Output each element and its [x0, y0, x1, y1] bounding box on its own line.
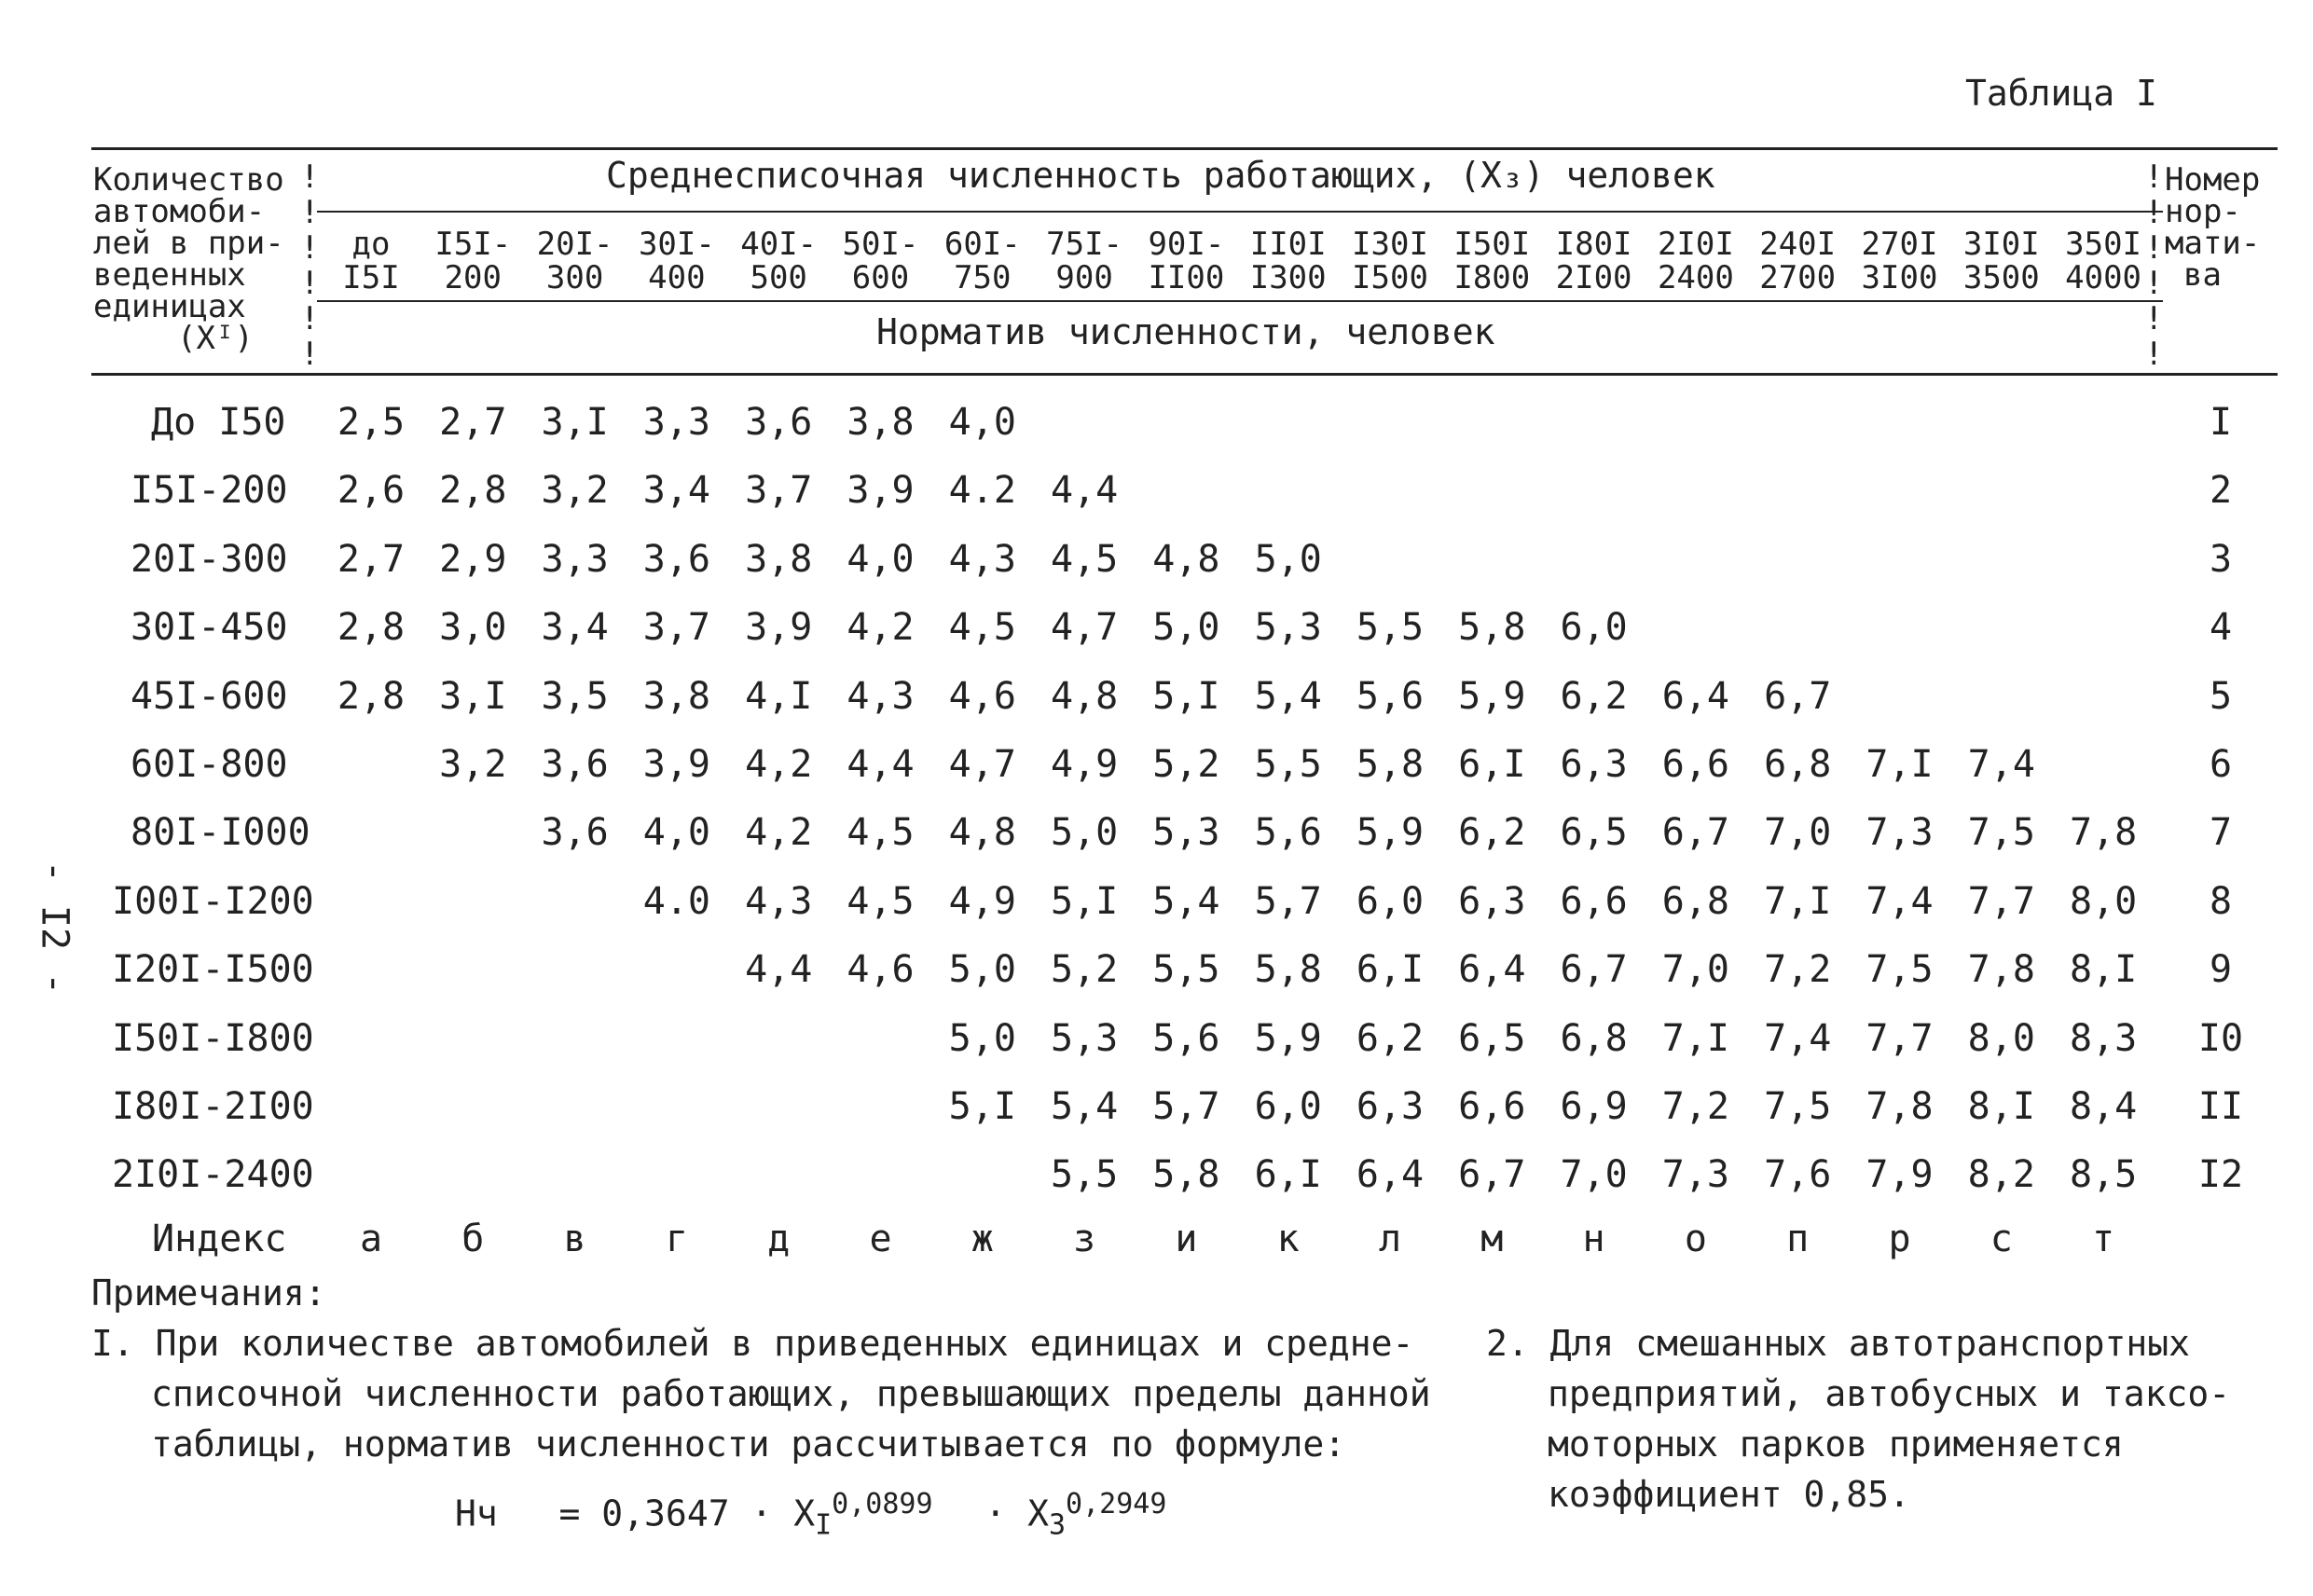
table-cell: 5,I [948, 1085, 1016, 1128]
header-range [1453, 227, 1530, 295]
table-cell: 5,6 [1254, 811, 1322, 855]
note-2-line: моторных парков применяется [1548, 1424, 2124, 1465]
table-cell: 7,3 [1661, 1153, 1730, 1197]
table-cell: 8,2 [1967, 1153, 2035, 1197]
table-cell: 7,9 [1866, 1153, 1934, 1197]
table-cell: 4,3 [948, 537, 1016, 581]
header-range-from: 2I0I [1657, 226, 1734, 263]
table-cell: 7,5 [1866, 948, 1934, 992]
table-cell: 2,9 [439, 537, 507, 581]
table-cell: 6,5 [1560, 811, 1628, 855]
header-range [434, 227, 511, 295]
row-norm-number: 5 [2209, 674, 2233, 718]
header-range [1759, 227, 1836, 295]
header-range [1250, 227, 1327, 295]
header-range-to: 3I00 [1861, 259, 1938, 296]
table-cell: 5,2 [1152, 743, 1220, 786]
header-range [537, 227, 613, 295]
row-norm-number: 4 [2209, 606, 2233, 650]
table-cell: 4,3 [847, 674, 915, 718]
header-range-from: 60I- [943, 226, 1021, 263]
table-cell: 5,I [1050, 879, 1119, 923]
note-1-line: таблицы, норматив численности рассчитывается по формуле: [151, 1424, 1346, 1465]
header-separator: ! [300, 194, 320, 231]
table-cell: 4,0 [847, 537, 915, 581]
index-letter: о [1684, 1218, 1707, 1260]
formula-sub-1: I [815, 1508, 833, 1542]
table-cell: 6,0 [1254, 1085, 1322, 1128]
header-vehicles-column [93, 161, 284, 357]
header-range [944, 227, 1021, 295]
header-range-to: I300 [1249, 259, 1327, 296]
table-cell: 4,2 [745, 743, 813, 786]
row-label: I80I-2I00 [112, 1085, 314, 1128]
header-range [1556, 227, 1632, 295]
table-cell: 3,6 [745, 401, 813, 444]
formula-exponent-1: 0,0899 [832, 1488, 933, 1520]
table-cell: 7,4 [1764, 1016, 1832, 1060]
header-bottom-rule [91, 373, 2278, 376]
table-cell: 5,0 [1050, 811, 1119, 855]
table-cell: 4,9 [1050, 743, 1119, 786]
table-cell: 3,9 [847, 469, 915, 513]
table-cell: 5,5 [1254, 743, 1322, 786]
header-range [1148, 227, 1224, 295]
index-letter: ж [971, 1218, 994, 1260]
header-range-from: до [351, 226, 391, 263]
table-cell: 8,5 [2069, 1153, 2138, 1197]
page-number: - I2 - [33, 860, 76, 996]
table-cell: 6,6 [1661, 743, 1730, 786]
table-cell: 7,8 [2069, 811, 2138, 855]
row-norm-number: I [2209, 401, 2233, 444]
table-cell: 3,6 [642, 537, 711, 581]
header-range-from: I50I [1453, 226, 1531, 263]
table-top-rule [91, 147, 2278, 150]
table-cell: 4,5 [948, 606, 1016, 650]
header-range-to: 2I00 [1555, 259, 1632, 296]
table-cell: 7,I [1764, 879, 1832, 923]
table-cell: 5,4 [1254, 674, 1322, 718]
header-range [843, 227, 919, 295]
header-separator: ! [2144, 300, 2164, 337]
header-norm-number-line: Номер [2165, 161, 2261, 199]
header-range-from: I80I [1555, 226, 1632, 263]
table-cell: 6,9 [1560, 1085, 1628, 1128]
index-letter: т [2092, 1218, 2115, 1260]
row-norm-number: 6 [2209, 743, 2233, 786]
table-cell: 4,5 [847, 879, 915, 923]
header-separator: ! [2144, 336, 2164, 373]
table-cell: 5,5 [1152, 948, 1220, 992]
table-cell: 3,I [541, 401, 609, 444]
table-cell: 2,8 [337, 606, 406, 650]
row-label: До I50 [151, 401, 286, 444]
table-cell: 4,8 [1152, 537, 1220, 581]
index-letter: л [1378, 1218, 1402, 1260]
header-range-to: 750 [954, 259, 1012, 296]
header-separator: ! [2144, 229, 2164, 267]
row-label: 30I-450 [131, 606, 288, 650]
table-cell: 3,3 [642, 401, 711, 444]
table-cell: 5,9 [1254, 1016, 1322, 1060]
table-cell: 6,I [1254, 1153, 1322, 1197]
header-separator: ! [300, 229, 320, 267]
row-norm-number: II [2197, 1085, 2244, 1128]
notes-title: Примечания: [91, 1273, 326, 1314]
table-cell: 5,6 [1152, 1016, 1220, 1060]
table-cell: 5,0 [1152, 606, 1220, 650]
table-cell: 5,3 [1254, 606, 1322, 650]
table-cell: 5,2 [1050, 948, 1119, 992]
row-label: 2I0I-2400 [112, 1153, 314, 1197]
table-cell: 6,6 [1560, 879, 1628, 923]
table-cell: 8,0 [2069, 879, 2138, 923]
row-label: I00I-I200 [112, 879, 314, 923]
table-cell: 3,2 [541, 469, 609, 513]
note-2-line: 2. Для смешанных автотранспортных [1486, 1323, 2190, 1364]
table-cell: 7,4 [1866, 879, 1934, 923]
table-cell: 7,4 [1967, 743, 2035, 786]
table-cell: 6,2 [1356, 1016, 1425, 1060]
table-cell: 6,I [1356, 948, 1425, 992]
header-range-from: 3I0I [1962, 226, 2040, 263]
row-label: 45I-600 [131, 674, 288, 718]
table-cell: 4.2 [948, 469, 1016, 513]
table-cell: 7,5 [1967, 811, 2035, 855]
header-vehicles-line: (Xᴵ) [177, 320, 254, 357]
table-cell: 2,7 [337, 537, 406, 581]
row-norm-number: 3 [2209, 537, 2233, 581]
table-cell: 6,4 [1458, 948, 1526, 992]
table-cell: 5,9 [1356, 811, 1425, 855]
table-cell: 3,4 [541, 606, 609, 650]
header-range [740, 227, 817, 295]
table-cell: 6,6 [1458, 1085, 1526, 1128]
row-norm-number: 9 [2209, 948, 2233, 992]
table-cell: 6,7 [1560, 948, 1628, 992]
header-range-to: 400 [648, 259, 706, 296]
header-norm-number-line: мати- [2165, 225, 2261, 262]
table-cell: 8,I [2069, 948, 2138, 992]
formula-coefficient: = 0,3647 · X [558, 1493, 816, 1534]
table-cell: 6,2 [1560, 674, 1628, 718]
table-cell: 7,8 [1866, 1085, 1934, 1128]
table-cell: 4,4 [1050, 469, 1119, 513]
index-letter: з [1073, 1218, 1096, 1260]
table-cell: 7,I [1866, 743, 1934, 786]
table-cell: 5,8 [1356, 743, 1425, 786]
table-cell: 5,7 [1254, 879, 1322, 923]
header-range [1862, 227, 1938, 295]
header-range [1046, 227, 1122, 295]
row-label: 20I-300 [131, 537, 288, 581]
table-cell: 2,8 [439, 469, 507, 513]
row-norm-number: 2 [2209, 469, 2233, 513]
header-range [1658, 227, 1734, 295]
header-range-to: 4000 [2065, 259, 2142, 296]
index-letter: г [665, 1218, 688, 1260]
table-cell: 5,5 [1356, 606, 1425, 650]
table-cell: 7,2 [1764, 948, 1832, 992]
header-range-from: 50I- [842, 226, 919, 263]
formula-x3: · X [984, 1493, 1049, 1534]
header-separator: ! [300, 336, 320, 373]
table-cell: 7,2 [1661, 1085, 1730, 1128]
header-range-to: I500 [1352, 259, 1428, 296]
table-cell: 4,9 [948, 879, 1016, 923]
index-letter: н [1582, 1218, 1605, 1260]
header-employees-title: Среднесписочная численность работающих, (X₃) человек [606, 155, 1715, 196]
header-vehicles-line: автомоби- [93, 193, 266, 230]
table-cell: 6,8 [1661, 879, 1730, 923]
table-cell: 6,I [1458, 743, 1526, 786]
index-letter: б [461, 1218, 485, 1260]
header-range-to: 500 [750, 259, 807, 296]
note-2-line: коэффициент 0,85. [1548, 1474, 1910, 1515]
header-range-from: 20I- [536, 226, 613, 263]
header-separator: ! [2144, 158, 2164, 196]
table-cell: 8,4 [2069, 1085, 2138, 1128]
table-cell: 4,0 [948, 401, 1016, 444]
table-cell: 2,5 [337, 401, 406, 444]
header-top-rule [317, 211, 2163, 213]
table-cell: 3,3 [541, 537, 609, 581]
table-cell: 6,4 [1661, 674, 1730, 718]
table-cell: 5,0 [948, 1016, 1016, 1060]
table-cell: 4,7 [948, 743, 1016, 786]
header-range-to: 600 [851, 259, 910, 296]
table-cell: 5,0 [948, 948, 1016, 992]
table-cell: 6,8 [1764, 743, 1832, 786]
table-cell: 7,0 [1764, 811, 1832, 855]
header-range-to: 900 [1055, 259, 1113, 296]
table-cell: 6,3 [1458, 879, 1526, 923]
table-cell: 4,2 [847, 606, 915, 650]
table-cell: 6,4 [1356, 1153, 1425, 1197]
index-letter: а [359, 1218, 383, 1260]
index-letter: с [1989, 1218, 2013, 1260]
table-cell: 5,4 [1152, 879, 1220, 923]
header-range [1352, 227, 1428, 295]
header-separator: ! [300, 265, 320, 302]
formula-sub-2: 3 [1048, 1508, 1067, 1542]
table-cell: 5,I [1152, 674, 1220, 718]
table-cell: 6,2 [1458, 811, 1526, 855]
table-cell: 8,0 [1967, 1016, 2035, 1060]
row-norm-number: 8 [2209, 879, 2233, 923]
table-cell: 4,3 [745, 879, 813, 923]
table-cell: 3,7 [642, 606, 711, 650]
header-separator: ! [2144, 194, 2164, 231]
table-cell: 5,3 [1050, 1016, 1119, 1060]
index-letter: м [1480, 1218, 1504, 1260]
header-norm-number-line: ва [2183, 256, 2222, 294]
header-range-to: 300 [545, 259, 604, 296]
table-cell: 7,5 [1764, 1085, 1832, 1128]
index-letter: в [563, 1218, 586, 1260]
table-cell: 7,0 [1560, 1153, 1628, 1197]
header-range [1963, 227, 2040, 295]
table-cell: 5,4 [1050, 1085, 1119, 1128]
table-cell: 3,9 [745, 606, 813, 650]
note-2-line: предприятий, автобусных и таксо- [1548, 1373, 2231, 1414]
header-range-from: I30I [1352, 226, 1428, 263]
header-vehicles-line: лей в при- [93, 225, 284, 262]
index-letter: п [1786, 1218, 1810, 1260]
table-cell: 6,7 [1661, 811, 1730, 855]
table-cell: 7,6 [1764, 1153, 1832, 1197]
header-range-from: 30I- [638, 226, 715, 263]
table-cell: 5,8 [1152, 1153, 1220, 1197]
header-separator: ! [300, 300, 320, 337]
header-norm-number-line: нор- [2165, 193, 2241, 230]
table-cell: 6,3 [1560, 743, 1628, 786]
table-cell: 7,0 [1661, 948, 1730, 992]
table-cell: 4,4 [745, 948, 813, 992]
row-label: I20I-I500 [112, 948, 314, 992]
table-cell: 5,9 [1458, 674, 1526, 718]
table-cell: 6,0 [1560, 606, 1628, 650]
formula-exponent-2: 0,2949 [1066, 1488, 1167, 1520]
header-range-from: 240I [1759, 226, 1837, 263]
row-norm-number: 7 [2209, 811, 2233, 855]
index-label: Индекс [152, 1218, 287, 1260]
header-range-from: II0I [1249, 226, 1327, 263]
header-range-to: 3500 [1962, 259, 2040, 296]
table-cell: 6,0 [1356, 879, 1425, 923]
row-label: I50I-I800 [112, 1016, 314, 1060]
table-cell: 3,2 [439, 743, 507, 786]
table-cell: 7,7 [1866, 1016, 1934, 1060]
formula-lhs: Нч [455, 1493, 498, 1534]
formula [455, 1477, 1166, 1553]
table-cell: 4,5 [1050, 537, 1119, 581]
header-range-from: 270I [1861, 226, 1938, 263]
table-cell: 5,5 [1050, 1153, 1119, 1197]
table-cell: 6,3 [1356, 1085, 1425, 1128]
header-range [639, 227, 715, 295]
table-cell: 7,7 [1967, 879, 2035, 923]
table-cell: 3,5 [541, 674, 609, 718]
table-cell: 3,9 [642, 743, 711, 786]
note-1-line: списочной численности работающих, превышающих пределы данной [151, 1373, 1431, 1414]
header-norm-number-column [2165, 161, 2261, 294]
table-cell: 4,6 [948, 674, 1016, 718]
table-cell: 3,6 [541, 811, 609, 855]
table-cell: 6,7 [1764, 674, 1832, 718]
table-cell: 5,8 [1254, 948, 1322, 992]
row-label: I5I-200 [131, 469, 288, 513]
index-letter: е [869, 1218, 892, 1260]
header-norm-title: Норматив численности, человек [876, 311, 1495, 352]
table-cell: 5,6 [1356, 674, 1425, 718]
header-separator: ! [300, 158, 320, 196]
table-cell: 3,8 [642, 674, 711, 718]
table-cell: 3,4 [642, 469, 711, 513]
table-cell: 5,7 [1152, 1085, 1220, 1128]
index-letter: к [1276, 1218, 1300, 1260]
header-range [2065, 227, 2141, 295]
header-separator: ! [2144, 265, 2164, 302]
header-range-from: 90I- [1148, 226, 1225, 263]
table-cell: 3,I [439, 674, 507, 718]
header-range-to: 200 [444, 259, 503, 296]
table-cell: 5,0 [1254, 537, 1322, 581]
row-label: 60I-800 [131, 743, 288, 786]
table-cell: 4,2 [745, 811, 813, 855]
table-cell: 6,8 [1560, 1016, 1628, 1060]
table-cell: 6,7 [1458, 1153, 1526, 1197]
note-1-line: I. При количестве автомобилей в приведенных единицах и средне- [91, 1323, 1414, 1364]
table-cell: 4,0 [642, 811, 711, 855]
header-range-to: 2700 [1759, 259, 1837, 296]
table-cell: 2,6 [337, 469, 406, 513]
table-cell: 7,3 [1866, 811, 1934, 855]
table-cell: 6,5 [1458, 1016, 1526, 1060]
table-cell: 4.0 [642, 879, 711, 923]
table-cell: 3,7 [745, 469, 813, 513]
table-cell: 2,8 [337, 674, 406, 718]
table-cell: 7,I [1661, 1016, 1730, 1060]
table-cell: 4,6 [847, 948, 915, 992]
table-cell: 4,7 [1050, 606, 1119, 650]
table-cell: 4,I [745, 674, 813, 718]
header-range-from: 75I- [1046, 226, 1123, 263]
table-cell: 7,8 [1967, 948, 2035, 992]
header-range-from: 40I- [740, 226, 818, 263]
row-label: 80I-I000 [131, 811, 310, 855]
table-cell: 5,8 [1458, 606, 1526, 650]
table-label: Таблица I [1965, 73, 2157, 114]
table-cell: 2,7 [439, 401, 507, 444]
table-cell: 8,I [1967, 1085, 2035, 1128]
ranges-bottom-rule [317, 300, 2163, 302]
header-range-from: 350I [2065, 226, 2142, 263]
table-cell: 4,4 [847, 743, 915, 786]
table-cell: 3,6 [541, 743, 609, 786]
row-norm-number: I0 [2197, 1016, 2244, 1060]
header-range-to: 2400 [1657, 259, 1734, 296]
row-norm-number: I2 [2197, 1153, 2244, 1197]
table-cell: 4,8 [948, 811, 1016, 855]
header-vehicles-line: веденных [93, 256, 246, 294]
header-vehicles-line: Количество [93, 161, 284, 199]
index-letter: и [1175, 1218, 1198, 1260]
header-range-to: II00 [1148, 259, 1225, 296]
header-vehicles-line: единицах [93, 288, 246, 325]
table-cell: 3,0 [439, 606, 507, 650]
index-letter: д [767, 1218, 791, 1260]
header-range-from: I5I- [434, 226, 512, 263]
header-range [342, 227, 399, 295]
index-letter: р [1888, 1218, 1911, 1260]
table-cell: 3,8 [847, 401, 915, 444]
header-range-to: I800 [1453, 259, 1531, 296]
table-cell: 3,8 [745, 537, 813, 581]
table-cell: 5,3 [1152, 811, 1220, 855]
table-cell: 4,5 [847, 811, 915, 855]
table-cell: 4,8 [1050, 674, 1119, 718]
header-range-to: I5I [342, 259, 400, 296]
table-cell: 8,3 [2069, 1016, 2138, 1060]
